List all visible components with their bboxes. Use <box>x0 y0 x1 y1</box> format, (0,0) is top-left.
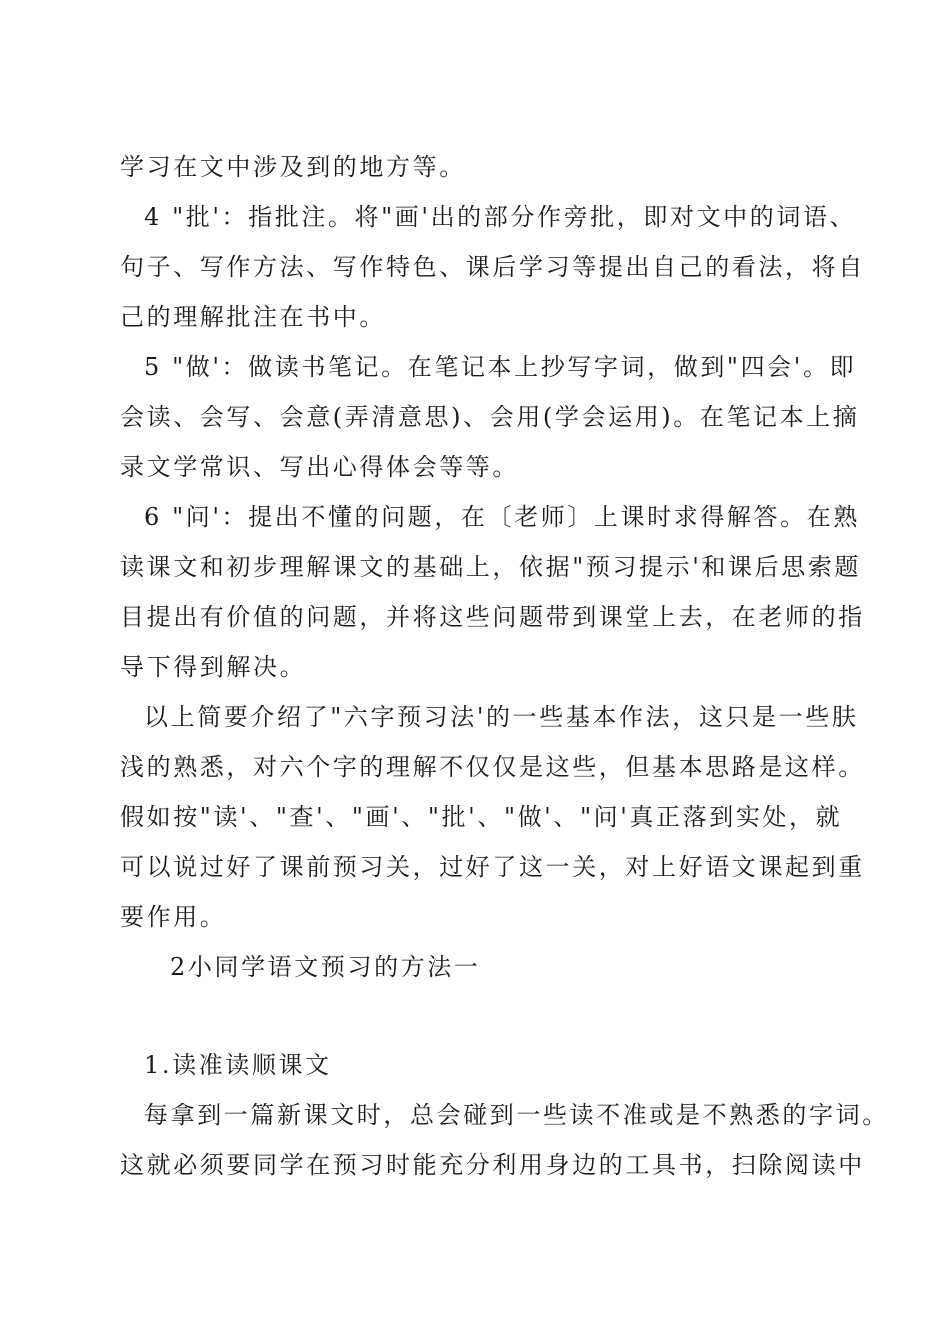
paragraph-line: 以上简要介绍了"六字预习法'的一些基本作法，这只是一些肤 <box>144 703 859 731</box>
paragraph-line: 6 "问'：提出不懂的问题，在〔老师〕上课时求得解答。在熟 <box>144 503 860 531</box>
paragraph-line: 假如按"读'、"查'、"画'、"批'、"做'、"问'真正落到实处，就 <box>120 803 843 831</box>
subsection-heading: 1.读准读顺课文 <box>144 1051 332 1079</box>
paragraph-line: 可以说过好了课前预习关，过好了这一关，对上好语文课起到重 <box>120 853 865 881</box>
paragraph-line: 学习在文中涉及到的地方等。 <box>120 153 466 181</box>
paragraph-line: 录文学常识、写出心得体会等等。 <box>120 453 519 481</box>
paragraph-line: 浅的熟悉，对六个字的理解不仅仅是这些，但基本思路是这样。 <box>120 753 865 781</box>
paragraph-line: 要作用。 <box>120 903 227 931</box>
paragraph-line: 这就必须要同学在预习时能充分利用身边的工具书，扫除阅读中 <box>120 1151 865 1179</box>
paragraph-line: 每拿到一篇新课文时，总会碰到一些读不准或是不熟悉的字词。 <box>144 1101 889 1129</box>
paragraph-line: 4 "批'：指批注。将"画'出的部分作旁批，即对文中的词语、 <box>144 203 857 231</box>
paragraph-line: 读课文和初步理解课文的基础上，依据"预习提示'和课后思索题 <box>120 553 862 581</box>
section-heading: 2小同学语文预习的方法一 <box>170 953 481 981</box>
paragraph-line: 会读、会写、会意(弄清意思)、会用(学会运用)。在笔记本上摘 <box>120 403 860 431</box>
paragraph-line: 目提出有价值的问题，并将这些问题带到课堂上去，在老师的指 <box>120 603 865 631</box>
paragraph-line: 己的理解批注在书中。 <box>120 303 386 331</box>
paragraph-line: 句子、写作方法、写作特色、课后学习等提出自己的看法，将自 <box>120 253 865 281</box>
paragraph-line: 5 "做'：做读书笔记。在笔记本上抄写字词，做到"四会'。即 <box>144 353 857 381</box>
paragraph-line: 导下得到解决。 <box>120 653 307 681</box>
